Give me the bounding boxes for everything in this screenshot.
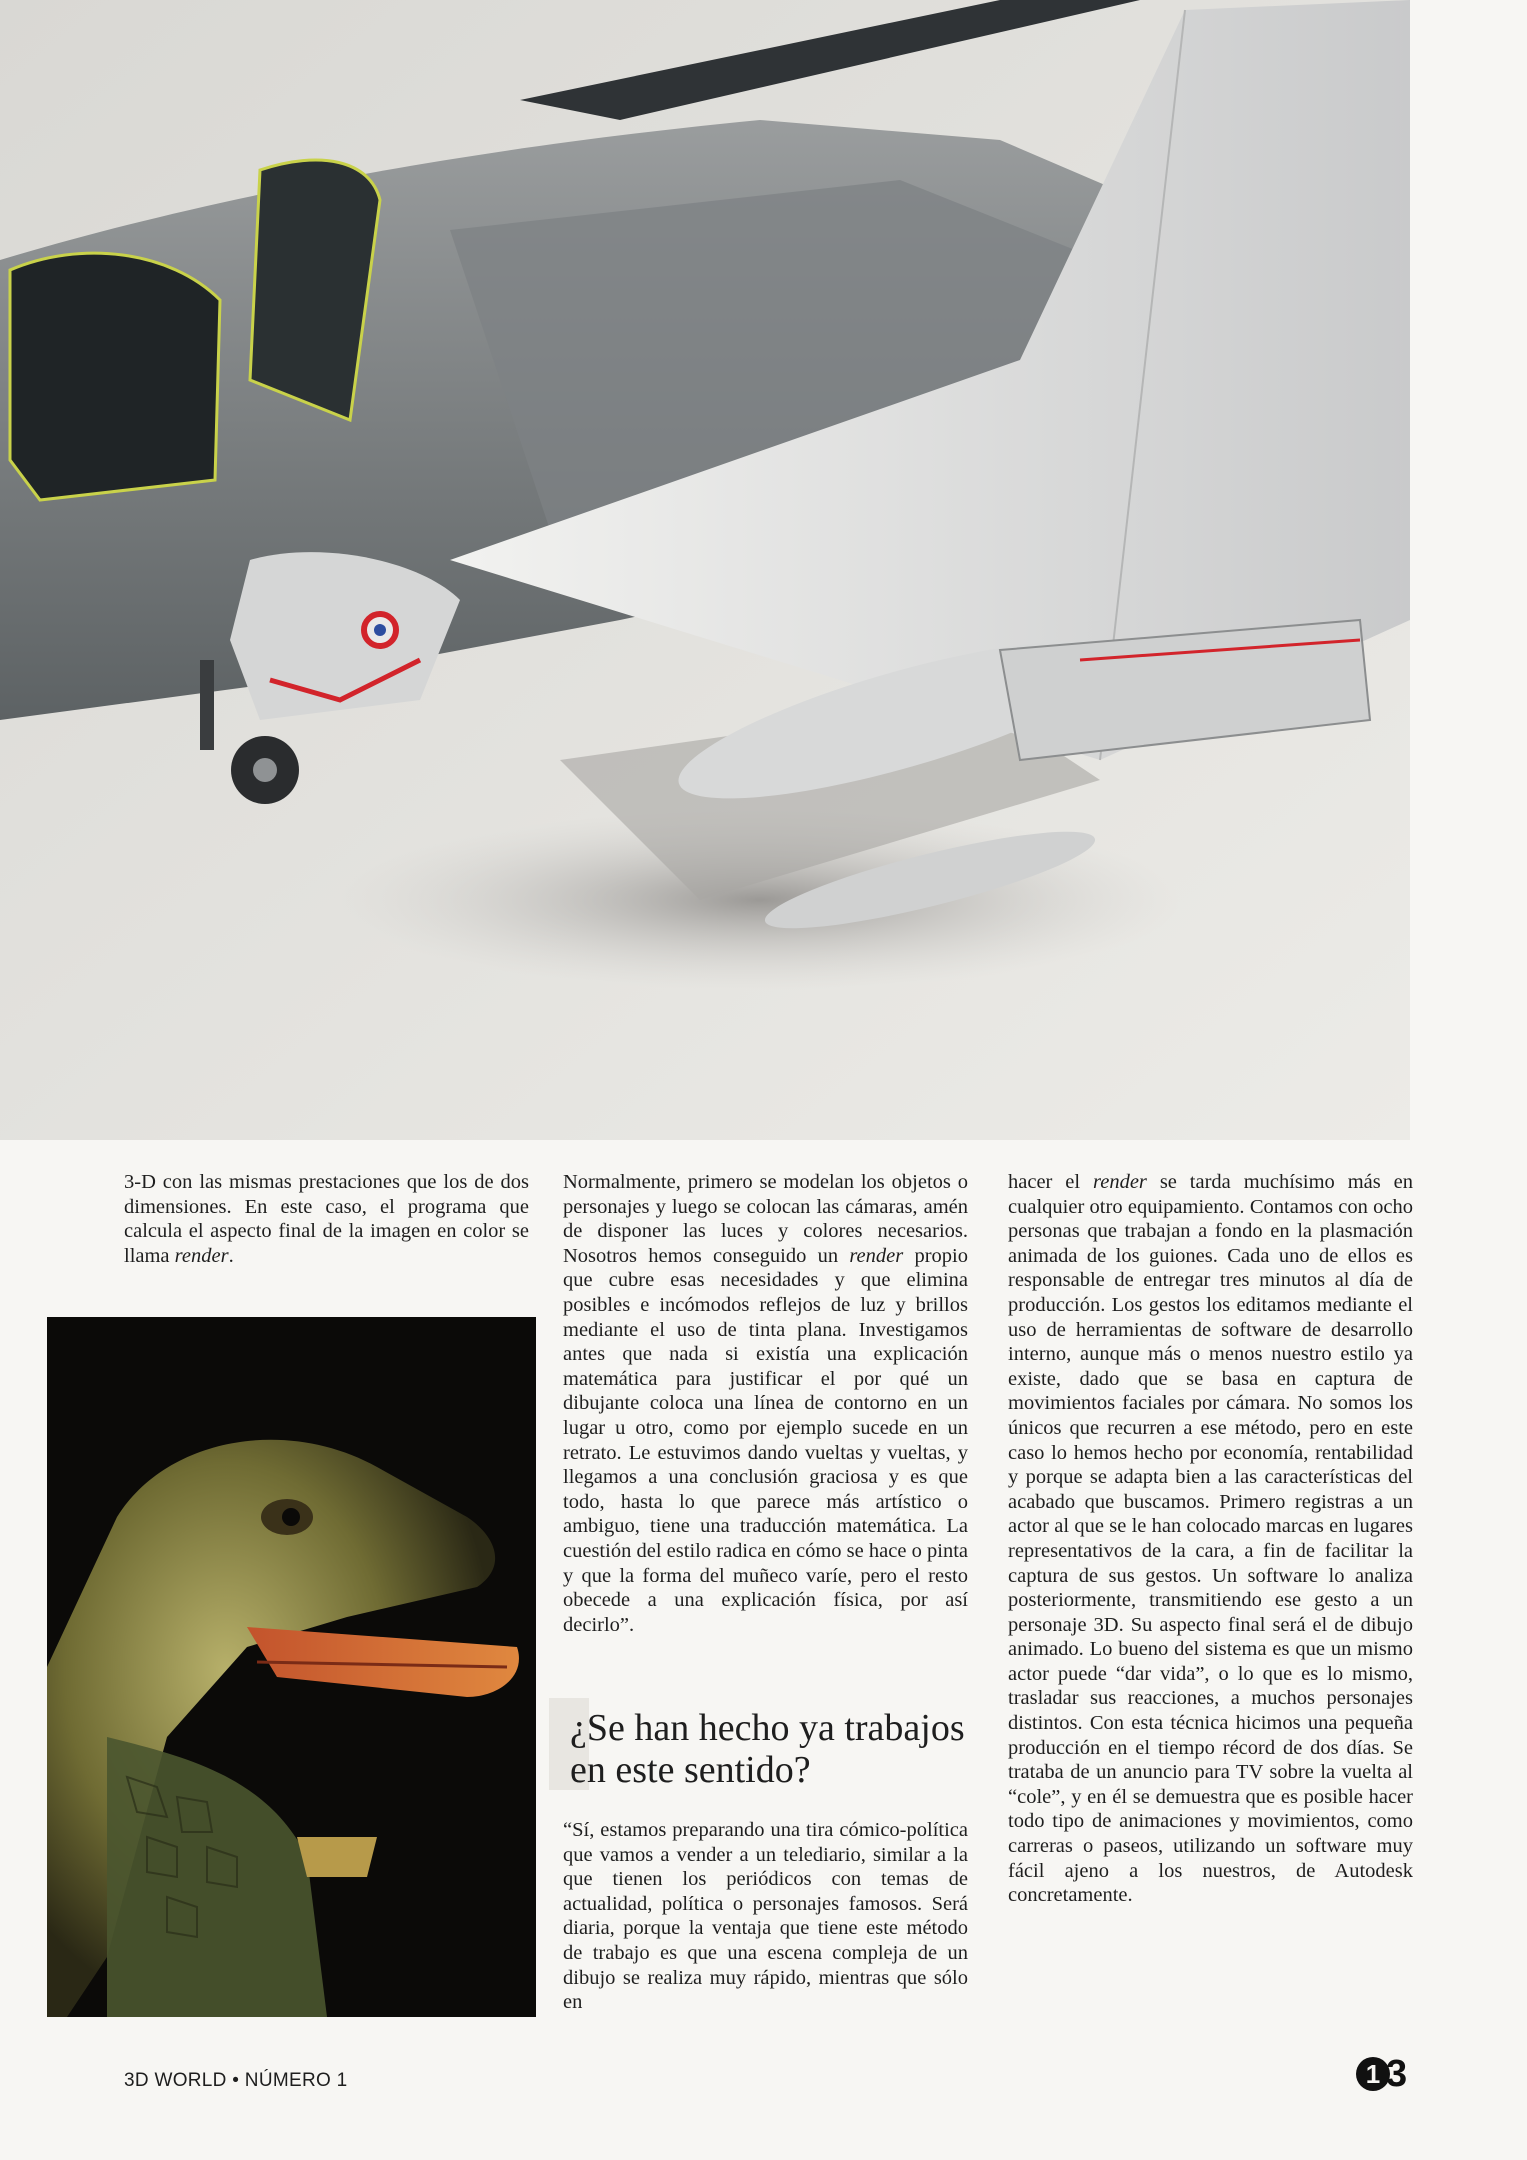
page-number-digit: 3	[1386, 2052, 1408, 2095]
paragraph-text: hacer el	[1008, 1171, 1093, 1193]
paragraph-text: Normalmente, primero se modelan los objetos o personajes y luego se colocan las cámaras, amén de disponer las luces y colores necesarios. Nosotros hemos conseguido un	[563, 1171, 968, 1267]
paragraph	[124, 1170, 529, 1268]
article-column-2-continued	[563, 1818, 968, 2015]
paragraph-text: se tarda muchísimo más en cualquier otro equipamiento. Contamos con ocho personas que trabajan a fondo en la plasmación animada de los guiones. Cada uno de ellos es responsable de entregar tres minutos al día de producción. Los gestos los editamos mediante el uso de herramientas de software de desarrollo interno, aunque más o menos nuestro estilo ya existe, dado que se basa en captura de movimientos faciales por cámara. No somos los únicos que recurren a ese método, pero en este caso lo hemos hecho por economía, rentabilidad y porque se adapta bien a las características del acabado que buscamos. Primero registras a un actor al que se le han colocado marcas en lugares representativos de la cara, a fin de facilitar la captura de sus gestos. Un software lo analiza posteriormente, transmitiendo ese gesto a un personaje 3D. Su aspecto final será el de dibujo animado. Lo bueno del sistema es que un mismo actor puede “dar vida”, o lo que es lo mismo, trasladar sus reacciones, a muchos personajes distintos. Con esta técnica hicimos una pequeña producción en el tiempo récord de dos días. Se trataba de un anuncio para TV sobre la vuelta al “cole”, y en él se demuestra que es posible hacer todo tipo de animaciones y movimientos, como carreras o paseos, utilizando un software muy fácil ajeno a los nuestros, de Autodesk concretamente.	[1008, 1171, 1413, 1907]
render-term: render	[849, 1244, 904, 1267]
paragraph-text: “Sí, estamos preparando una tira cómico-política que vamos a vender a un telediario, similar a la que tienen los periódicos con temas de actualidad, política o personajes famosos. Será diaria, porque la ventaja que tiene este método de trabajo es que una escena compleja de un dibujo se realiza muy rápido, mientras que sólo en	[563, 1819, 968, 2014]
paragraph-text: 3-D con las mismas prestaciones que los de dos dimensiones. En este caso, el programa que calcula el aspecto final de la imagen en color se llama	[124, 1171, 529, 1267]
section-heading: ¿Se han hecho ya trabajos en este sentido?	[570, 1707, 965, 1791]
article-column-3	[1008, 1170, 1413, 1908]
page-number	[1356, 2052, 1407, 2096]
footer-publication: 3D WORLD • NÚMERO 1	[124, 2070, 348, 2091]
page-number-circle: 1	[1356, 2057, 1390, 2091]
paragraph-text: propio que cubre esas necesidades y que elimina posibles e incómodos reflejos de luz y brillos mediante el uso de tinta plana. Investigamos antes que nada si existía una explicación matemática para justificar el por qué un dibujante coloca una línea de contorno en un lugar u otro, como por ejemplo sucede en un retrato. Le estuvimos dando vueltas y vueltas, y llegamos a una conclusión graciosa y es que todo, hasta lo que parece más artístico o ambiguo, tiene una traducción matemática. La cuestión del estilo radica en cómo se hace o pinta y que la forma del muñeco varíe, pero el resto obecede a una explicación física, por así decirlo”.	[563, 1244, 968, 1636]
render-term: render	[1093, 1171, 1147, 1193]
paragraph	[1008, 1170, 1413, 1908]
render-term: render	[174, 1244, 229, 1267]
paragraph	[563, 1170, 968, 1637]
jet-render-image	[0, 0, 1410, 1140]
article-column-1	[124, 1170, 529, 1268]
paragraph-text: .	[228, 1244, 234, 1267]
article-column-2	[563, 1170, 968, 1637]
lizard-render-image	[47, 1317, 536, 2017]
paragraph	[563, 1818, 968, 2015]
